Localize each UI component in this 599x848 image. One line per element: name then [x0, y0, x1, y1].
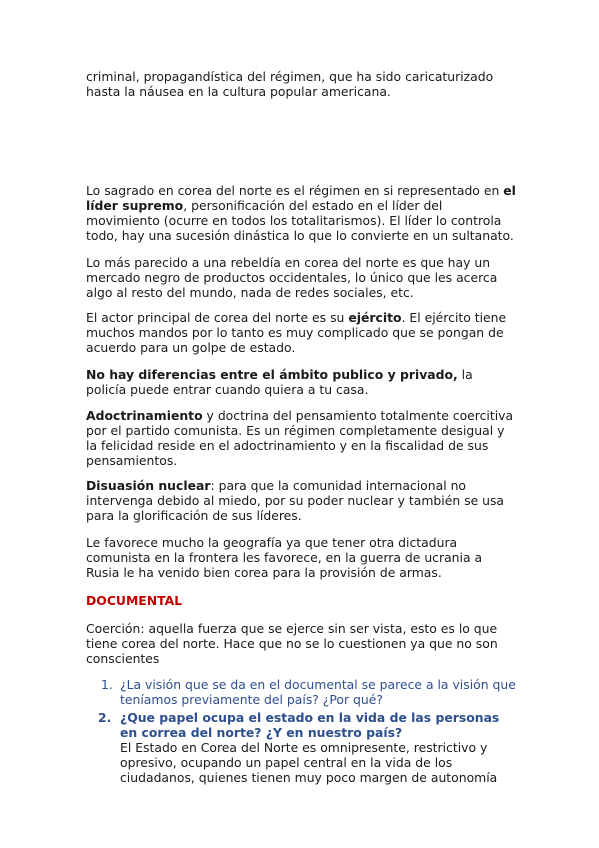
bold-text: No hay diferencias entre el ámbito publico y privado,	[86, 367, 458, 382]
section-heading	[86, 593, 516, 608]
paragraph-text: Le favorece mucho la geografía ya que tener otra dictadura comunista en la frontera les favorece, en la guerra de ucrania a Rusia le ha venido bien corea para la provisión de armas.	[86, 535, 483, 580]
text: El actor principal de corea del norte es su	[86, 310, 349, 325]
paragraph-indoctrination	[86, 408, 516, 468]
paragraph-public-private	[86, 367, 516, 397]
question-text: ¿La visión que se da en el documental se parece a la visión que teníamos previamente del país? ¿Por qué?	[120, 677, 516, 707]
paragraph-text: Lo más parecido a una rebeldía en corea del norte es que hay un mercado negro de productos occidentales, lo único que les acerca algo al resto del mundo, nada de redes sociales, etc.	[86, 255, 498, 300]
bold-text: Adoctrinamiento	[86, 408, 203, 423]
bold-text: el líder supremo	[86, 183, 516, 213]
bold-text: Disuasión nuclear	[86, 478, 211, 493]
heading-documental: DOCUMENTAL	[86, 593, 183, 608]
paragraph-text: Coerción: aquella fuerza que se ejerce sin ser vista, esto es lo que tiene corea del norte. Hace que no se lo cuestionen ya que no son conscientes	[86, 621, 498, 666]
text: y doctrina del pensamiento totalmente coercitiva por el partido comunista. Es un régimen completamente desigual y la felicidad reside en el adoctrinamiento y en la fiscalidad de sus pensamientos.	[86, 408, 514, 468]
bold-text: ejército	[348, 310, 402, 325]
paragraph-black-market	[86, 255, 516, 300]
list-number: 1.	[101, 677, 113, 692]
list-number: 2.	[98, 710, 112, 725]
paragraph-supreme-leader	[86, 183, 516, 243]
question-list	[86, 677, 516, 785]
text: , personificación del estado en el líder del movimiento (ocurre en todos los totalitarismos). El líder lo controla todo, hay una sucesión dinástica lo que lo convierte en un sultanato.	[86, 198, 514, 243]
paragraph-army	[86, 310, 516, 355]
list-item	[86, 677, 516, 707]
question-text: ¿Que papel ocupa el estado en la vida de las personas en correa del norte? ¿Y en nuestro país?	[120, 710, 500, 740]
text: Lo sagrado en corea del norte es el régimen en si representado en	[86, 183, 504, 198]
paragraph-intro	[86, 69, 516, 99]
paragraph-geography	[86, 535, 516, 580]
text: la policía puede entrar cuando quiera a tu casa.	[86, 367, 473, 397]
answer-text: El Estado en Corea del Norte es omnipresente, restrictivo y opresivo, ocupando un papel central en la vida de los ciudadanos, quienes tienen muy poco margen de autonomía	[120, 740, 498, 785]
text: . El ejército tiene muchos mandos por lo tanto es muy complicado que se pongan de acuerdo para un golpe de estado.	[86, 310, 507, 355]
paragraph-coercion	[86, 621, 516, 666]
paragraph-nuclear	[86, 478, 516, 523]
paragraph-text: criminal, propagandística del régimen, que ha sido caricaturizado hasta la náusea en la cultura popular americana.	[86, 69, 494, 99]
list-item	[86, 710, 516, 785]
text: : para que la comunidad internacional no intervenga debido al miedo, por su poder nuclear y también se usa para la glorificación de sus líderes.	[86, 478, 505, 523]
